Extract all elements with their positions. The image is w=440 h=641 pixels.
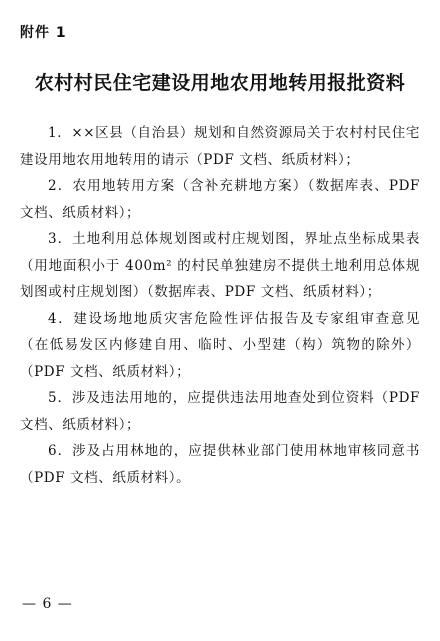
list-item: 1．××区县（自治县）规划和自然资源局关于农村村民住宅建设用地农用地转用的请示（PDF 文档、纸质材料）； <box>20 125 420 168</box>
requirements-list <box>20 120 420 491</box>
page-number: — 6 — <box>22 596 73 612</box>
list-item: 3．土地利用总体规划图或村庄规划图，界址点坐标成果表（用地面积小于 400m² 的村民单独建房不提供土地利用总体规划图或村庄规划图）（数据库表、PDF 文档、纸质材料）； <box>20 231 420 300</box>
list-item: 5．涉及违法用地的，应提供违法用地查处到位资料（PDF 文档、纸质材料）； <box>20 390 420 433</box>
attachment-label: 附件 1 <box>20 25 67 41</box>
document-title: 农村村民住宅建设用地农用地转用报批资料 <box>34 72 406 94</box>
list-item: 6．涉及占用林地的，应提供林业部门使用林地审核同意书（PDF 文档、纸质材料）。 <box>20 443 420 486</box>
list-item: 4．建设场地地质灾害危险性评估报告及专家组审查意见（在低易发区内修建自用、临时、小型建（构）筑物的除外）（PDF 文档、纸质材料）； <box>20 310 420 380</box>
list-item: 2．农用地转用方案（含补充耕地方案）（数据库表、PDF 文档、纸质材料）； <box>20 178 420 221</box>
